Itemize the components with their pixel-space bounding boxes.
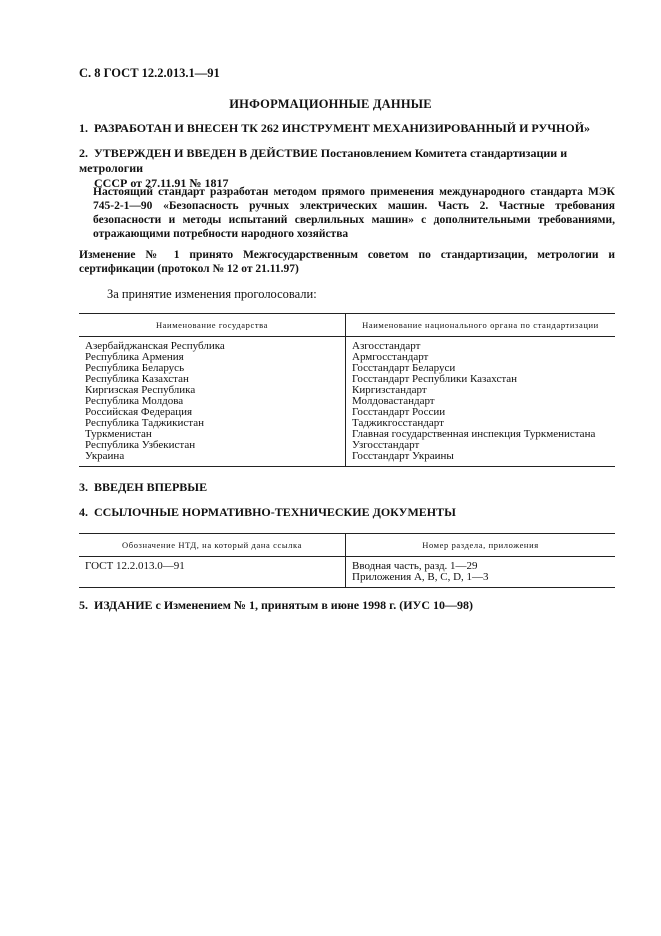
item-3-number: 3. — [79, 480, 88, 494]
voting-col-state: Наименование государства — [79, 314, 346, 337]
state-name: Республика Казахстан — [85, 373, 189, 385]
item-2-line2: СССР от 27.11.91 № 1817 — [94, 176, 229, 190]
item-4-number: 4. — [79, 505, 88, 519]
standard-note: Настоящий стандарт разработан методом прямого применения международного стандарта МЭК 745-2-1—90 «Безопасность ручных электрических машин. Часть 2. Частные требования безопасности и методы испытаний сверлильных машин» с дополнительными требованиями, отражающими потребности народного хозяйства — [93, 186, 615, 240]
standards-body: Узгосстандарт — [352, 439, 420, 451]
item-4-text: ССЫЛОЧНЫЕ НОРМАТИВНО-ТЕХНИЧЕСКИЕ ДОКУМЕНТЫ — [94, 505, 456, 519]
voting-col-body: Наименование национального органа по стандартизации — [346, 314, 616, 337]
page-header: С. 8 ГОСТ 12.2.013.1—91 — [79, 66, 220, 80]
state-name: Республика Узбекистан — [85, 439, 196, 451]
state-name: Республика Армения — [85, 351, 184, 363]
item-1 — [79, 121, 619, 136]
item-3 — [79, 480, 619, 495]
standards-body: Киргизстандарт — [352, 384, 427, 396]
state-name: Республика Молдова — [85, 395, 184, 407]
ref-document: ГОСТ 12.2.013.0—91 — [79, 557, 346, 588]
amendment-note: Изменение № 1 принято Межгосударственным советом по стандартизации, метрологии и сертификации (протокол № 12 от 21.11.97) — [79, 249, 615, 275]
states-list — [79, 337, 346, 467]
item-2-line1: УТВЕРЖДЕН И ВВЕДЕН В ДЕЙСТВИЕ Постановлением Комитета стандартизации и метрологии — [79, 146, 568, 175]
state-name: Российская Федерация — [85, 406, 193, 418]
item-1-number: 1. — [79, 121, 88, 135]
state-name: Украина — [85, 450, 125, 462]
standards-body: Главная государственная инспекция Туркменистана — [352, 428, 596, 440]
state-name: Киргизская Республика — [85, 384, 196, 396]
item-5 — [79, 598, 619, 613]
item-5-text: ИЗДАНИЕ с Изменением № 1, принятым в июне 1998 г. (ИУС 10—98) — [94, 598, 474, 612]
standards-body: Молдовастандарт — [352, 395, 435, 407]
section-title: ИНФОРМАЦИОННЫЕ ДАННЫЕ — [229, 97, 432, 111]
voted-label: За принятие изменения проголосовали: — [107, 287, 317, 301]
ref-col-section: Номер раздела, приложения — [346, 534, 616, 557]
item-3-text: ВВЕДЕН ВПЕРВЫЕ — [94, 480, 208, 494]
ref-col-document: Обозначение НТД, на который дана ссылка — [79, 534, 346, 557]
voting-table — [79, 313, 615, 467]
bodies-list — [346, 337, 616, 467]
standards-body: Армгосстандарт — [352, 351, 429, 363]
ref-section-line: Вводная часть, разд. 1—29 — [352, 560, 478, 572]
state-name: Республика Таджикистан — [85, 417, 204, 429]
standards-body: Таджикгосстандарт — [352, 417, 444, 429]
item-1-text: РАЗРАБОТАН И ВНЕСЕН ТК 262 ИНСТРУМЕНТ МЕХАНИЗИРОВАННЫЙ И РУЧНОЙ» — [94, 121, 591, 135]
state-name: Азербайджанская Республика — [85, 340, 225, 352]
standards-body: Госстандарт Республики Казахстан — [352, 373, 518, 385]
standards-body: Госстандарт Беларуси — [352, 362, 456, 374]
state-name: Республика Беларусь — [85, 362, 185, 374]
standards-body: Азгосстандарт — [352, 340, 421, 352]
item-4 — [79, 505, 619, 520]
references-table — [79, 533, 615, 588]
state-name: Туркменистан — [85, 428, 152, 440]
ref-section-line: Приложения А, В, С, D, 1—3 — [352, 571, 489, 583]
item-5-number: 5. — [79, 598, 88, 612]
standards-body: Госстандарт Украины — [352, 450, 454, 462]
item-2-number: 2. — [79, 146, 88, 160]
ref-sections — [346, 557, 616, 588]
standards-body: Госстандарт России — [352, 406, 446, 418]
